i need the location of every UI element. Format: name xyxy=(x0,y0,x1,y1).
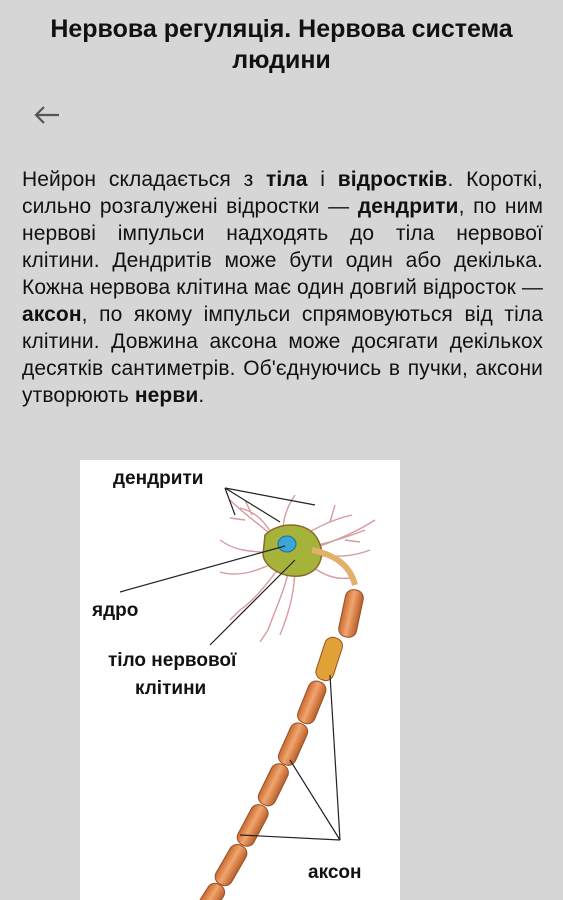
text-span: , по ним нервові імпульси надходять до тіла нервової клітини. Дендритів може бути один або декілька. Кожна нервова клітина має один довгий відросток — xyxy=(22,195,543,299)
text-span: і xyxy=(307,168,338,191)
label-cell-body-line1: тіло нервової xyxy=(108,650,237,671)
label-nucleus: ядро xyxy=(92,600,139,621)
arrow-left-icon xyxy=(33,105,61,125)
back-button[interactable] xyxy=(28,96,66,134)
text-span: , по якому імпульси спрямовуються від тіла клітини. Довжина аксона може досягати декількох десятків сантиметрів. Об'єднуючись в пучки, аксони утворюють xyxy=(22,303,543,407)
term-body: тіла xyxy=(266,168,308,191)
term-axon: аксон xyxy=(22,303,82,326)
label-dendrites: дендрити xyxy=(113,468,204,489)
nucleus xyxy=(278,536,296,552)
page-title: Нервова регуляція. Нервова система людини xyxy=(50,15,513,74)
label-cell-body-line2: клітини xyxy=(135,678,207,699)
label-axon: аксон xyxy=(308,862,362,883)
axon-segments xyxy=(189,588,365,900)
text-span: Нейрон складається з xyxy=(22,168,267,191)
term-dendrites: дендрити xyxy=(357,195,459,218)
neuron-diagram xyxy=(80,460,400,900)
term-nerves: нерви xyxy=(134,384,199,407)
term-processes: відростків xyxy=(337,168,448,191)
neuron-illustration xyxy=(80,460,400,900)
text-span: . Короткі, сильно розгалужені відростки — xyxy=(22,168,543,218)
article-text xyxy=(22,166,543,409)
text-span: . xyxy=(198,384,205,407)
